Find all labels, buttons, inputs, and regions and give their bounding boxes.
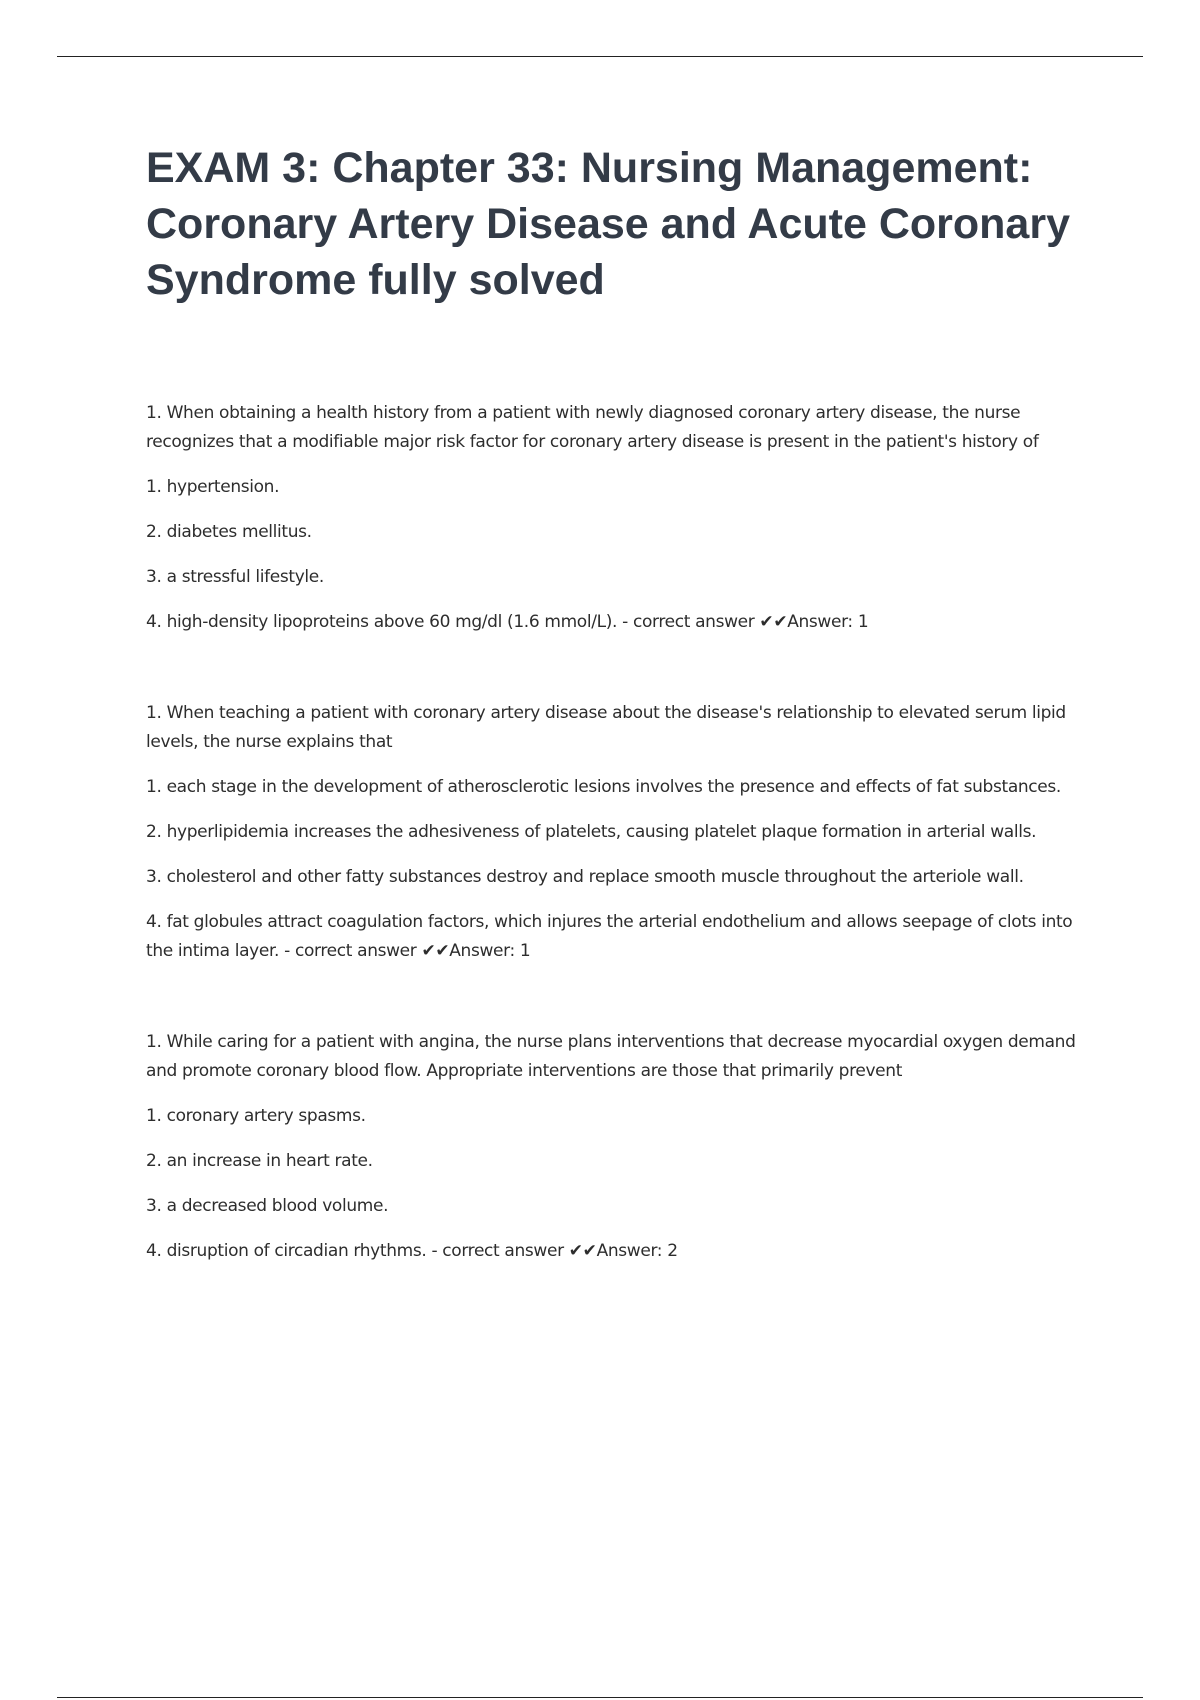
answer-option-with-answer: 4. high-density lipoproteins above 60 mg/dl (1.6 mmol/L). - correct answer ✔✔Answer: 1	[146, 612, 869, 632]
bottom-rule	[57, 1697, 1143, 1698]
answer-option-with-answer: 4. fat globules attract coagulation factors, which injures the arterial endothelium and allows seepage of clots into the intima layer. - correct answer ✔✔Answer: 1	[146, 912, 1073, 961]
question-stem: 1. When obtaining a health history from a patient with newly diagnosed coronary artery disease, the nurse recognizes that a modifiable major risk factor for coronary artery disease is present in the patient's history of	[146, 403, 1039, 452]
question-list	[146, 399, 1096, 1266]
answer-option: 1. hypertension.	[146, 477, 280, 497]
answer-option-with-answer: 4. disruption of circadian rhythms. - correct answer ✔✔Answer: 2	[146, 1241, 678, 1261]
answer-option: 2. an increase in heart rate.	[146, 1151, 373, 1171]
answer-option: 2. hyperlipidemia increases the adhesiveness of platelets, causing platelet plaque formation in arterial walls.	[146, 822, 1037, 842]
question-3	[146, 1028, 1096, 1266]
top-rule	[57, 56, 1143, 57]
document-title: EXAM 3: Chapter 33: Nursing Management: Coronary Artery Disease and Acute Coronary Syndrome fully solved	[146, 144, 1070, 304]
question-stem: 1. While caring for a patient with angina, the nurse plans interventions that decrease myocardial oxygen demand and promote coronary blood flow. Appropriate interventions are those that primarily prevent	[146, 1032, 1076, 1081]
answer-option: 2. diabetes mellitus.	[146, 522, 312, 542]
answer-option: 3. cholesterol and other fatty substances destroy and replace smooth muscle throughout the arteriole wall.	[146, 867, 1024, 887]
question-1	[146, 399, 1096, 637]
answer-option: 3. a stressful lifestyle.	[146, 567, 324, 587]
answer-option: 1. each stage in the development of atherosclerotic lesions involves the presence and effects of fat substances.	[146, 777, 1061, 797]
question-stem: 1. When teaching a patient with coronary artery disease about the disease's relationship to elevated serum lipid levels, the nurse explains that	[146, 703, 1066, 752]
question-2	[146, 699, 1096, 966]
document-body	[146, 140, 1096, 1266]
answer-option: 1. coronary artery spasms.	[146, 1106, 366, 1126]
answer-option: 3. a decreased blood volume.	[146, 1196, 389, 1216]
